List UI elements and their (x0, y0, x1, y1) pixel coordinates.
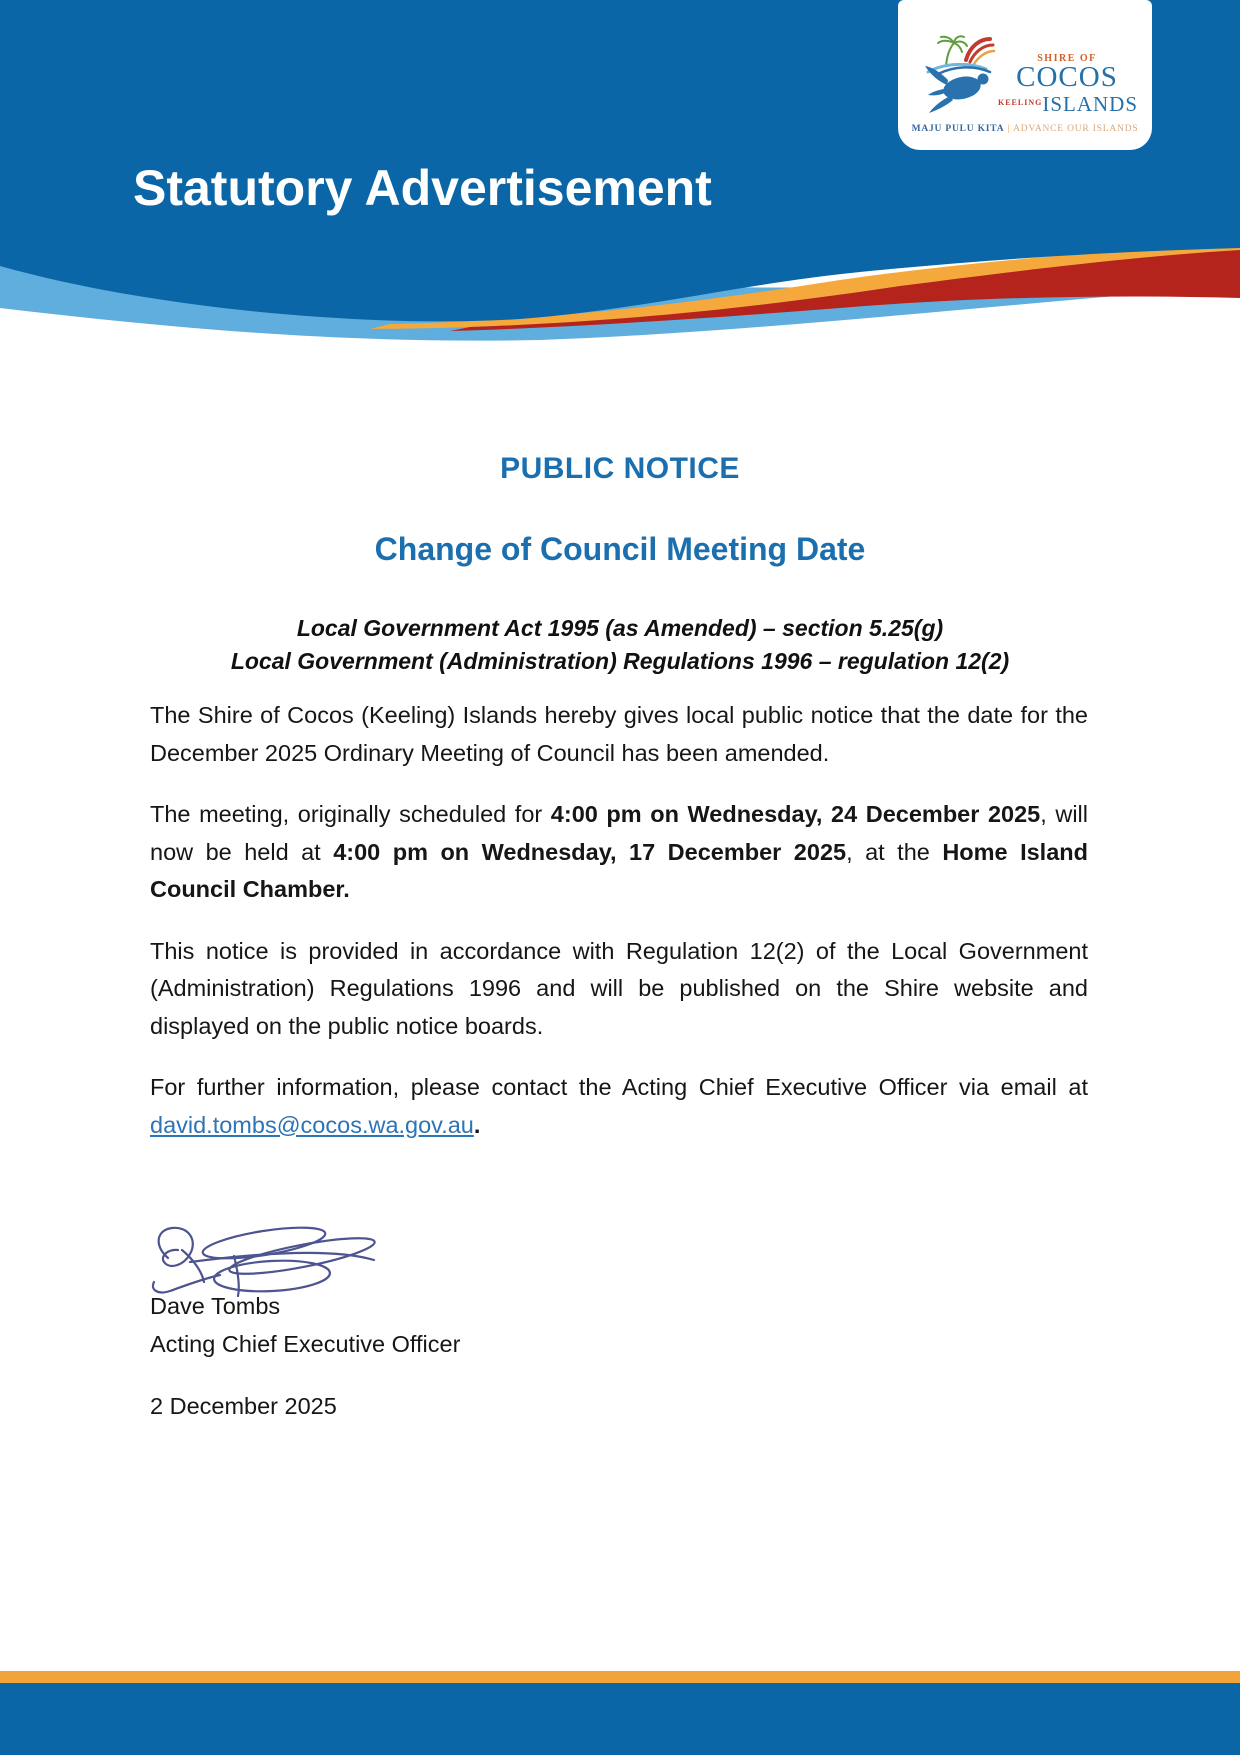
logo-shire-of-text: SHIRE OF (1037, 53, 1097, 64)
meeting-venue: Home Island Council Chamber (150, 838, 1088, 902)
footer-blue-bar (0, 1683, 1240, 1755)
turtle-icon (925, 66, 989, 113)
logo-islands-text: ISLANDS (1042, 92, 1139, 116)
footer-orange-bar (0, 1671, 1240, 1683)
original-meeting-datetime: 4:00 pm on Wednesday, 24 December 2025 (550, 801, 1041, 827)
logo-cocos-text: COCOS (1016, 61, 1118, 93)
notice-heading: PUBLIC NOTICE (500, 452, 740, 485)
notice-date: 2 December 2025 (150, 1393, 337, 1419)
signature-image (146, 1216, 380, 1298)
paragraph-meeting-change-text: The meeting, originally scheduled for (150, 801, 551, 827)
notice-subheading: Change of Council Meeting Date (374, 531, 866, 567)
paragraph-contact (150, 1069, 1088, 1144)
paragraph-meeting-change-period: . (343, 876, 350, 902)
paragraph-meeting-change-text: , at the (846, 838, 943, 865)
logo-tagline-right: ADVANCE OUR ISLANDS (1013, 124, 1139, 134)
paragraph-meeting-change (150, 796, 1088, 909)
new-meeting-datetime: 4:00 pm on Wednesday, 17 December 2025 (333, 838, 847, 865)
palm-tree-icon (938, 36, 967, 66)
paragraph-contact-period: . (473, 1111, 481, 1138)
sails-icon (966, 39, 994, 64)
logo-keeling-text: KEELING (998, 98, 1043, 107)
logo-tagline-separator: | (1007, 124, 1011, 134)
paragraph-regulation-compliance: This notice is provided in accordance with Regulation 12(2) of the Local Government (Administration) Regulations 1996 and will be published on the Shire website and displayed on the public notice boards. (150, 937, 1088, 1039)
paragraph-amended-notice: The Shire of Cocos (Keeling) Islands hereby gives local public notice that the date for the December 2025 Ordinary Meeting of Council has been amended. (150, 702, 1088, 766)
wave-graphic (0, 224, 1240, 346)
signatory-title: Acting Chief Executive Officer (150, 1330, 461, 1357)
ceo-email-link[interactable]: david.tombs@cocos.wa.gov.au (150, 1111, 474, 1138)
page-title: Statutory Advertisement (133, 160, 712, 216)
legal-references (0, 612, 1240, 678)
logo-tagline-left: MAJU PULU KITA (911, 124, 1005, 134)
signatory-name: Dave Tombs (150, 1293, 281, 1319)
logo-islands-row (998, 92, 1139, 117)
legal-reference-line2: Local Government (Administration) Regulations 1996 – regulation 12(2) (230, 648, 1010, 674)
logo-tagline (898, 124, 1152, 134)
turtle-wave-line (938, 67, 990, 74)
shire-logo-card (898, 0, 1152, 150)
notice-body (150, 697, 1088, 1168)
paragraph-meeting-change-text: , will now be held at (150, 801, 1088, 865)
legal-reference-line1: Local Government Act 1995 (as Amended) – section 5.25(g) (296, 615, 944, 641)
paragraph-contact-text: For further information, please contact the Acting Chief Executive Officer via email at (150, 1074, 1088, 1100)
signoff-block (150, 1288, 460, 1363)
